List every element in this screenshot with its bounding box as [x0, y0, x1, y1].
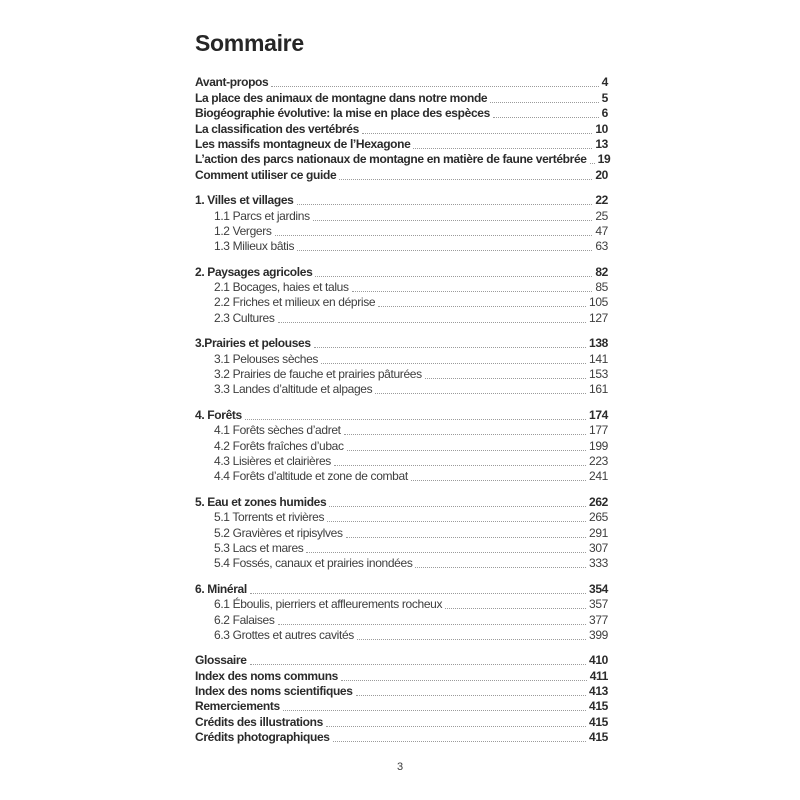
toc-entry-label: 2. Paysages agricoles	[195, 264, 313, 279]
toc-entry	[195, 438, 608, 453]
dot-leader	[297, 250, 592, 251]
dot-leader	[344, 434, 586, 435]
toc-entry	[195, 541, 608, 556]
toc-entry	[195, 668, 608, 683]
dot-leader	[362, 133, 592, 134]
toc-entry-label: 6.2 Falaises	[214, 612, 275, 627]
dot-leader	[315, 276, 592, 277]
toc-entry-page: 105	[589, 295, 608, 310]
toc-entry-page: 20	[595, 167, 608, 182]
toc-entry	[195, 407, 608, 422]
toc-entry-page: 63	[595, 239, 608, 254]
toc-entry	[195, 295, 608, 310]
toc-entry-page: 25	[595, 208, 608, 223]
toc-entry-label: 4.2 Forêts fraîches d’ubac	[214, 438, 344, 453]
dot-leader	[278, 624, 587, 625]
toc-entry	[195, 730, 608, 745]
toc-section-group	[195, 407, 608, 484]
toc-entry	[195, 152, 611, 167]
toc-entry-label: 2.2 Friches et milieux en déprise	[214, 295, 376, 310]
toc-entry-page: 153	[589, 367, 608, 382]
toc-entry	[195, 106, 608, 121]
toc-entry	[195, 137, 608, 152]
toc-entry-page: 357	[589, 597, 608, 612]
page-title: Sommaire	[195, 30, 304, 56]
toc-entry-label: 5.3 Lacs et mares	[214, 540, 304, 555]
toc-entry	[195, 628, 608, 643]
toc-entry	[195, 167, 608, 182]
toc-entry-label: La place des animaux de montagne dans notre monde	[195, 90, 488, 105]
toc-entry-page: 10	[595, 121, 608, 136]
toc-section-group	[195, 336, 608, 398]
dot-leader	[356, 695, 586, 696]
toc-entry	[195, 208, 608, 223]
toc-entry	[195, 454, 608, 469]
toc-entry-page: 5	[601, 90, 608, 105]
toc-entry-page: 6	[601, 106, 608, 121]
toc-entry-label: Biogéographie évolutive: la mise en place des espèces	[195, 106, 490, 121]
toc-entry-label: 1.3 Milieux bâtis	[214, 239, 295, 254]
toc-entry-label: 6.1 Éboulis, pierriers et affleurements rocheux	[214, 597, 443, 612]
front-matter-group	[195, 75, 611, 183]
toc-entry-label: 4.4 Forêts d’altitude et zone de combat	[214, 469, 408, 484]
toc-entry	[195, 714, 608, 729]
toc-entry-page: 223	[589, 453, 608, 468]
dot-leader	[493, 117, 599, 118]
toc-entry-label: Crédits photographiques	[195, 730, 330, 745]
toc-entry-page: 354	[589, 581, 608, 596]
toc-entry-label: 4.1 Forêts sèches d’adret	[214, 423, 341, 438]
toc-entry-label: 4.3 Lisières et clairières	[214, 453, 331, 468]
toc-entry-page: 333	[589, 556, 608, 571]
dot-leader	[334, 465, 586, 466]
toc-entry	[195, 75, 608, 90]
back-matter-group	[195, 653, 608, 745]
toc-entry-page: 265	[589, 510, 608, 525]
toc-entry	[195, 264, 608, 279]
toc-entry-page: 138	[589, 336, 608, 351]
toc-entry-label: 2.1 Bocages, haies et talus	[214, 280, 349, 295]
toc-entry-page: 82	[595, 264, 608, 279]
dot-leader	[341, 680, 587, 681]
toc-entry-label: L’action des parcs nationaux de montagne en matière de faune vertébrée	[195, 152, 587, 167]
toc-entry-label: 5.4 Fossés, canaux et prairies inondées	[214, 556, 413, 571]
dot-leader	[313, 220, 593, 221]
toc-entry	[195, 525, 608, 540]
toc-entry	[195, 239, 608, 254]
toc-entry-page: 377	[589, 612, 608, 627]
dot-leader	[346, 537, 586, 538]
toc-entry-page: 4	[601, 75, 608, 90]
toc-entry	[195, 684, 608, 699]
dot-leader	[250, 593, 586, 594]
toc-entry-label: La classification des vertébrés	[195, 121, 359, 136]
dot-leader	[375, 393, 586, 394]
dot-leader	[411, 480, 586, 481]
toc-entry	[195, 193, 608, 208]
toc-entry-page: 127	[589, 310, 608, 325]
toc-entry-page: 22	[595, 193, 608, 208]
dot-leader	[283, 710, 586, 711]
toc-entry-label: 1. Villes et villages	[195, 193, 294, 208]
toc-entry-label: Crédits des illustrations	[195, 714, 323, 729]
toc-entry-label: 3.2 Prairies de fauche et prairies pâturées	[214, 367, 422, 382]
toc-entry-page: 85	[595, 280, 608, 295]
toc-entry	[195, 310, 608, 325]
toc-entry-page: 410	[589, 653, 608, 668]
toc-body	[195, 75, 611, 745]
toc-section-group	[195, 264, 608, 326]
toc-entry	[195, 280, 608, 295]
toc-entry	[195, 653, 608, 668]
dot-leader	[425, 378, 586, 379]
dot-leader	[314, 347, 586, 348]
toc-section-group	[195, 193, 608, 255]
toc-entry-label: Les massifs montagneux de l’Hexagone	[195, 136, 411, 151]
toc-entry-page: 177	[589, 423, 608, 438]
toc-entry-label: 6. Minéral	[195, 581, 247, 596]
dot-leader	[275, 235, 593, 236]
toc-entry-label: 6.3 Grottes et autres cavités	[214, 627, 354, 642]
toc-entry-page: 161	[589, 382, 608, 397]
dot-leader	[333, 741, 586, 742]
toc-entry-page: 399	[589, 627, 608, 642]
toc-entry-page: 411	[589, 668, 608, 683]
toc-entry-page: 199	[589, 438, 608, 453]
toc-entry-page: 262	[589, 494, 608, 509]
toc-entry-page: 415	[589, 730, 608, 745]
dot-leader	[326, 726, 586, 727]
dot-leader	[271, 86, 598, 87]
toc-entry-page: 241	[589, 469, 608, 484]
dot-leader	[329, 506, 586, 507]
toc-entry-label: Avant-propos	[195, 75, 269, 90]
toc-entry	[195, 612, 608, 627]
toc-entry	[195, 556, 608, 571]
toc-entry	[195, 367, 608, 382]
toc-section-group	[195, 581, 608, 643]
dot-leader	[278, 322, 587, 323]
dot-leader	[415, 567, 586, 568]
toc-entry-page: 415	[589, 714, 608, 729]
toc-entry-page: 415	[589, 699, 608, 714]
dot-leader	[378, 306, 586, 307]
toc-entry-label: Glossaire	[195, 653, 247, 668]
toc-entry	[195, 581, 608, 596]
dot-leader	[445, 608, 586, 609]
toc-entry-label: 4. Forêts	[195, 407, 242, 422]
toc-entry	[195, 336, 608, 351]
toc-entry	[195, 224, 608, 239]
toc-entry-page: 291	[589, 525, 608, 540]
toc-entry-page: 141	[589, 351, 608, 366]
toc-entry-label: 5. Eau et zones humides	[195, 494, 327, 509]
toc-entry-label: Remerciements	[195, 699, 280, 714]
toc-entry	[195, 382, 608, 397]
toc-entry-label: Comment utiliser ce guide	[195, 167, 337, 182]
dot-leader	[321, 363, 586, 364]
dot-leader	[250, 664, 586, 665]
toc-entry-page: 174	[589, 407, 608, 422]
toc-entry-label: 1.2 Vergers	[214, 223, 272, 238]
dot-leader	[590, 163, 595, 164]
toc-entry-label: 1.1 Parcs et jardins	[214, 208, 310, 223]
dot-leader	[347, 450, 586, 451]
dot-leader	[352, 291, 593, 292]
toc-entry-label: Index des noms communs	[195, 668, 339, 683]
toc-entry	[195, 121, 608, 136]
toc-entry-label: 3.1 Pelouses sèches	[214, 351, 319, 366]
toc-section-group	[195, 494, 608, 571]
dot-leader	[327, 521, 586, 522]
toc-entry	[195, 469, 608, 484]
toc-entry-page: 13	[595, 136, 608, 151]
toc-entry-label: 3.3 Landes d’altitude et alpages	[214, 382, 373, 397]
dot-leader	[413, 148, 592, 149]
toc-entry	[195, 351, 608, 366]
toc-entry-label: 5.2 Gravières et ripisylves	[214, 525, 343, 540]
toc-entry-label: Index des noms scientifiques	[195, 684, 353, 699]
dot-leader	[357, 639, 586, 640]
toc-entry-page: 413	[589, 684, 608, 699]
toc-entry	[195, 510, 608, 525]
toc-entry-label: 3.Prairies et pelouses	[195, 336, 311, 351]
toc-entry-page: 19	[597, 152, 611, 167]
dot-leader	[245, 419, 586, 420]
dot-leader	[306, 552, 586, 553]
toc-entry	[195, 597, 608, 612]
toc-entry-page: 307	[589, 540, 608, 555]
toc-entry	[195, 699, 608, 714]
toc-entry	[195, 423, 608, 438]
toc-entry	[195, 90, 608, 105]
dot-leader	[490, 102, 598, 103]
page-number: 3	[396, 761, 404, 773]
dot-leader	[339, 179, 592, 180]
toc-entry-label: 2.3 Cultures	[214, 310, 275, 325]
toc-entry	[195, 494, 608, 509]
table-of-contents	[195, 30, 611, 745]
toc-entry-label: 5.1 Torrents et rivières	[214, 510, 325, 525]
dot-leader	[297, 204, 593, 205]
toc-entry-page: 47	[595, 223, 608, 238]
